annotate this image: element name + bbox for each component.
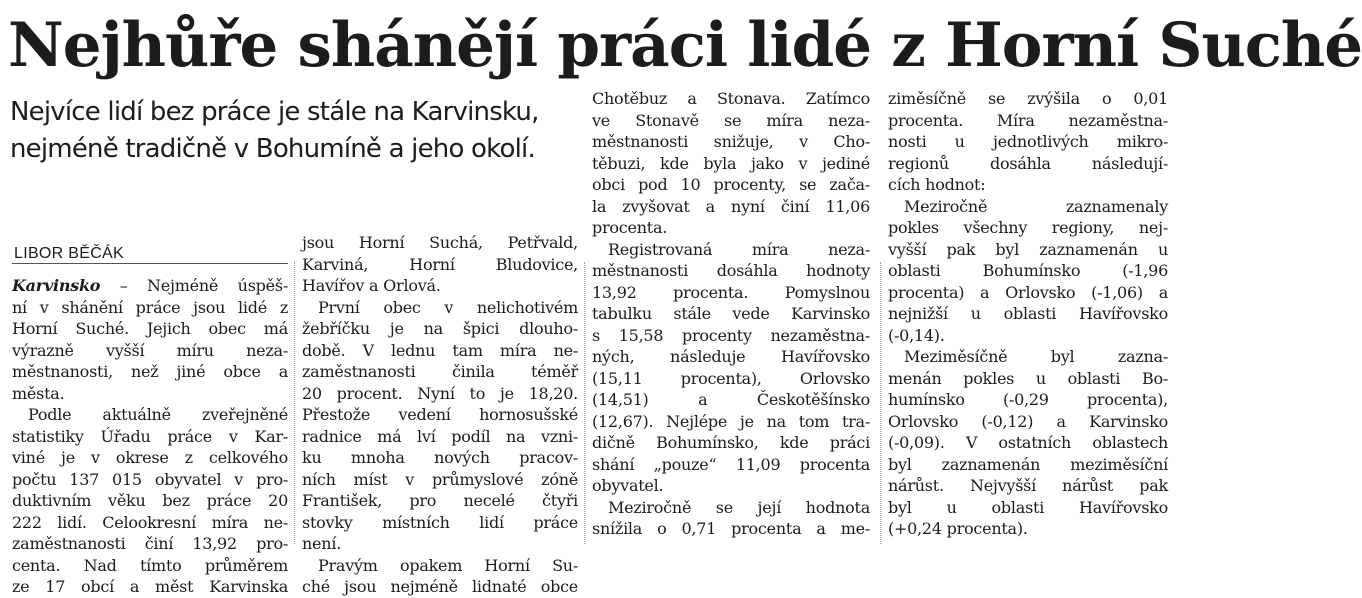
text-line: regionů dosáhla následují-: [888, 153, 1168, 173]
text-line: procenta. Míra nezaměstna-: [888, 110, 1168, 130]
text-line: Pravým opakem Horní Su-: [318, 555, 578, 575]
text-line: (14,51) a Českotěšínsko: [592, 390, 870, 409]
text-line: s 15,58 procenty nezaměstna-: [592, 325, 870, 345]
text-line: [12, 275, 288, 297]
text-line: obci pod 10 procenty, se zača-: [592, 175, 870, 194]
text-line: zaměstnanosti činí 13,92 pro-: [12, 534, 288, 553]
text-line: První obec v nelichotivém: [318, 297, 578, 317]
text-line: cích hodnot:: [888, 175, 986, 194]
text-line: 13,92 procenta. Pomyslnou: [592, 282, 870, 302]
text-line: ných, následuje Havířovsko: [592, 347, 870, 366]
text-line: ze 17 obcí a měst Karvinska: [12, 577, 288, 596]
article-column-2: [302, 232, 578, 598]
text-line: oblasti Bohumínsko (-1,96: [888, 261, 1168, 280]
text-line: byl zaznamenán meziměsíční: [888, 454, 1168, 474]
text-line: nárůst. Nejvyšší nárůst pak: [888, 476, 1168, 495]
text-line: Meziměsíčně byl zazna-: [904, 347, 1168, 366]
subheading-line: Nejvíce lidí bez práce je stále na Karvinsku,: [10, 97, 539, 127]
article-column-1: [12, 275, 288, 598]
text-line: městnanosti snižuje, v Cho-: [592, 132, 870, 151]
text-line: Orlovsko (-0,12) a Karvinsko: [888, 411, 1168, 431]
text-line: ku mnoha nových pracov-: [302, 448, 578, 467]
article-headline: Nejhůře shánějí práci lidé z Horní Suché: [8, 10, 1362, 81]
text-line: pokles všechny regiony, nej-: [888, 218, 1168, 237]
text-line: nejnižší u oblasti Havířovsko: [888, 304, 1168, 323]
text-line: (-0,09). V ostatních oblastech: [888, 433, 1168, 452]
column-divider: [584, 262, 585, 544]
text-line: statistiky Úřadu práce v Kar-: [12, 426, 288, 446]
text-line: 222 lidí. Celookresní míra ne-: [12, 512, 288, 532]
text-line: Chotěbuz a Stonava. Zatímco: [592, 89, 870, 108]
text-line: byl u oblasti Havířovsko: [888, 497, 1168, 517]
text-line: Přestože vedení hornosušské: [302, 405, 578, 424]
text-line: la zvyšovat a nyní činí 11,06: [592, 196, 870, 216]
text-line: Havířov a Orlová.: [302, 276, 441, 295]
text-line: městnanosti, než jiné obce a: [12, 362, 288, 381]
text-line: humínsko (-0,29 procenta),: [888, 390, 1168, 409]
text-line: (12,67). Nejlépe je na tom tra-: [592, 411, 870, 431]
text-line: duktivním věku bez práce 20: [12, 491, 288, 510]
text-line: Meziročně se její hodnota: [608, 497, 870, 517]
text-line: radnice má lví podíl na vzni-: [302, 426, 578, 446]
text-line: viné je v okrese z celkového: [12, 448, 288, 467]
column-divider: [294, 262, 295, 544]
article-subheading: [10, 94, 580, 168]
text-line: městnanosti dosáhla hodnoty: [592, 261, 870, 280]
text-line: (-0,14).: [888, 325, 945, 345]
column-divider: [880, 262, 881, 544]
text-line: stovky místních lidí práce: [302, 512, 578, 532]
text-line: ve Stonavě se míra neza-: [592, 110, 870, 130]
text-line: výrazně vyšší míru neza-: [12, 340, 288, 360]
text-line: těbuzi, kde byla jako v jediné: [592, 153, 870, 173]
text-line: žebříčku je na špici dlouho-: [302, 319, 578, 338]
text-line: dičně Bohumínsko, kde práci: [592, 433, 870, 452]
text-line: menán pokles u oblasti Bo-: [888, 368, 1168, 388]
text-line: shání „pouze“ 11,09 procenta: [592, 454, 870, 474]
lead-word: Karvinsko: [12, 276, 101, 295]
text-line: Registrovaná míra neza-: [608, 239, 870, 259]
text-line: Meziročně zaznamenaly: [904, 196, 1168, 216]
subheading-line: nejméně tradičně v Bohumíně a jeho okolí.: [10, 134, 535, 164]
article-column-4: [888, 88, 1168, 540]
text-line: procenta) a Orlovsko (-1,06) a: [888, 282, 1168, 302]
text-line: jsou Horní Suchá, Petřvald,: [302, 233, 578, 252]
text-line: obyvatel.: [592, 476, 664, 495]
text-line: ní v shánění práce jsou lidé z: [12, 297, 288, 317]
author-byline: LIBOR BĚČÁK: [14, 245, 125, 262]
text-line: (+0,24 procenta).: [888, 519, 1028, 538]
text-line: Karviná, Horní Bludovice,: [302, 254, 578, 274]
text-line: města.: [12, 383, 65, 403]
text-line: ziměsíčně se zvýšila o 0,01: [888, 89, 1168, 108]
text-line: není.: [302, 534, 342, 553]
byline-rule: [12, 263, 288, 264]
text-line: Podle aktuálně zveřejněné: [28, 405, 288, 424]
text-line: (15,11 procenta), Orlovsko: [592, 368, 870, 388]
article-column-3: [592, 88, 870, 540]
text-line: centa. Nad tímto průměrem: [12, 555, 288, 575]
text-line: době. V lednu tam míra ne-: [302, 340, 578, 360]
text-line: František, pro necelé čtyři: [302, 491, 578, 510]
text-line: Horní Suché. Jejich obec má: [12, 319, 288, 338]
text-line-rest: – Nejméně úspěš-: [100, 276, 288, 295]
text-line: snížila o 0,71 procenta a me-: [592, 519, 870, 538]
text-line: 20 procent. Nyní to je 18,20.: [302, 383, 578, 403]
text-line: počtu 137 015 obyvatel v pro-: [12, 469, 288, 489]
text-line: vyšší pak byl zaznamenán u: [888, 239, 1168, 259]
text-line: ních míst v průmyslové zóně: [302, 469, 578, 489]
text-line: tabulku stále vede Karvinsko: [592, 304, 870, 323]
text-line: nosti u jednotlivých mikro-: [888, 132, 1168, 151]
text-line: zaměstnanosti činila téměř: [302, 362, 578, 381]
text-line: ché jsou nejméně lidnaté obce: [302, 577, 578, 596]
text-line: procenta.: [592, 218, 668, 237]
